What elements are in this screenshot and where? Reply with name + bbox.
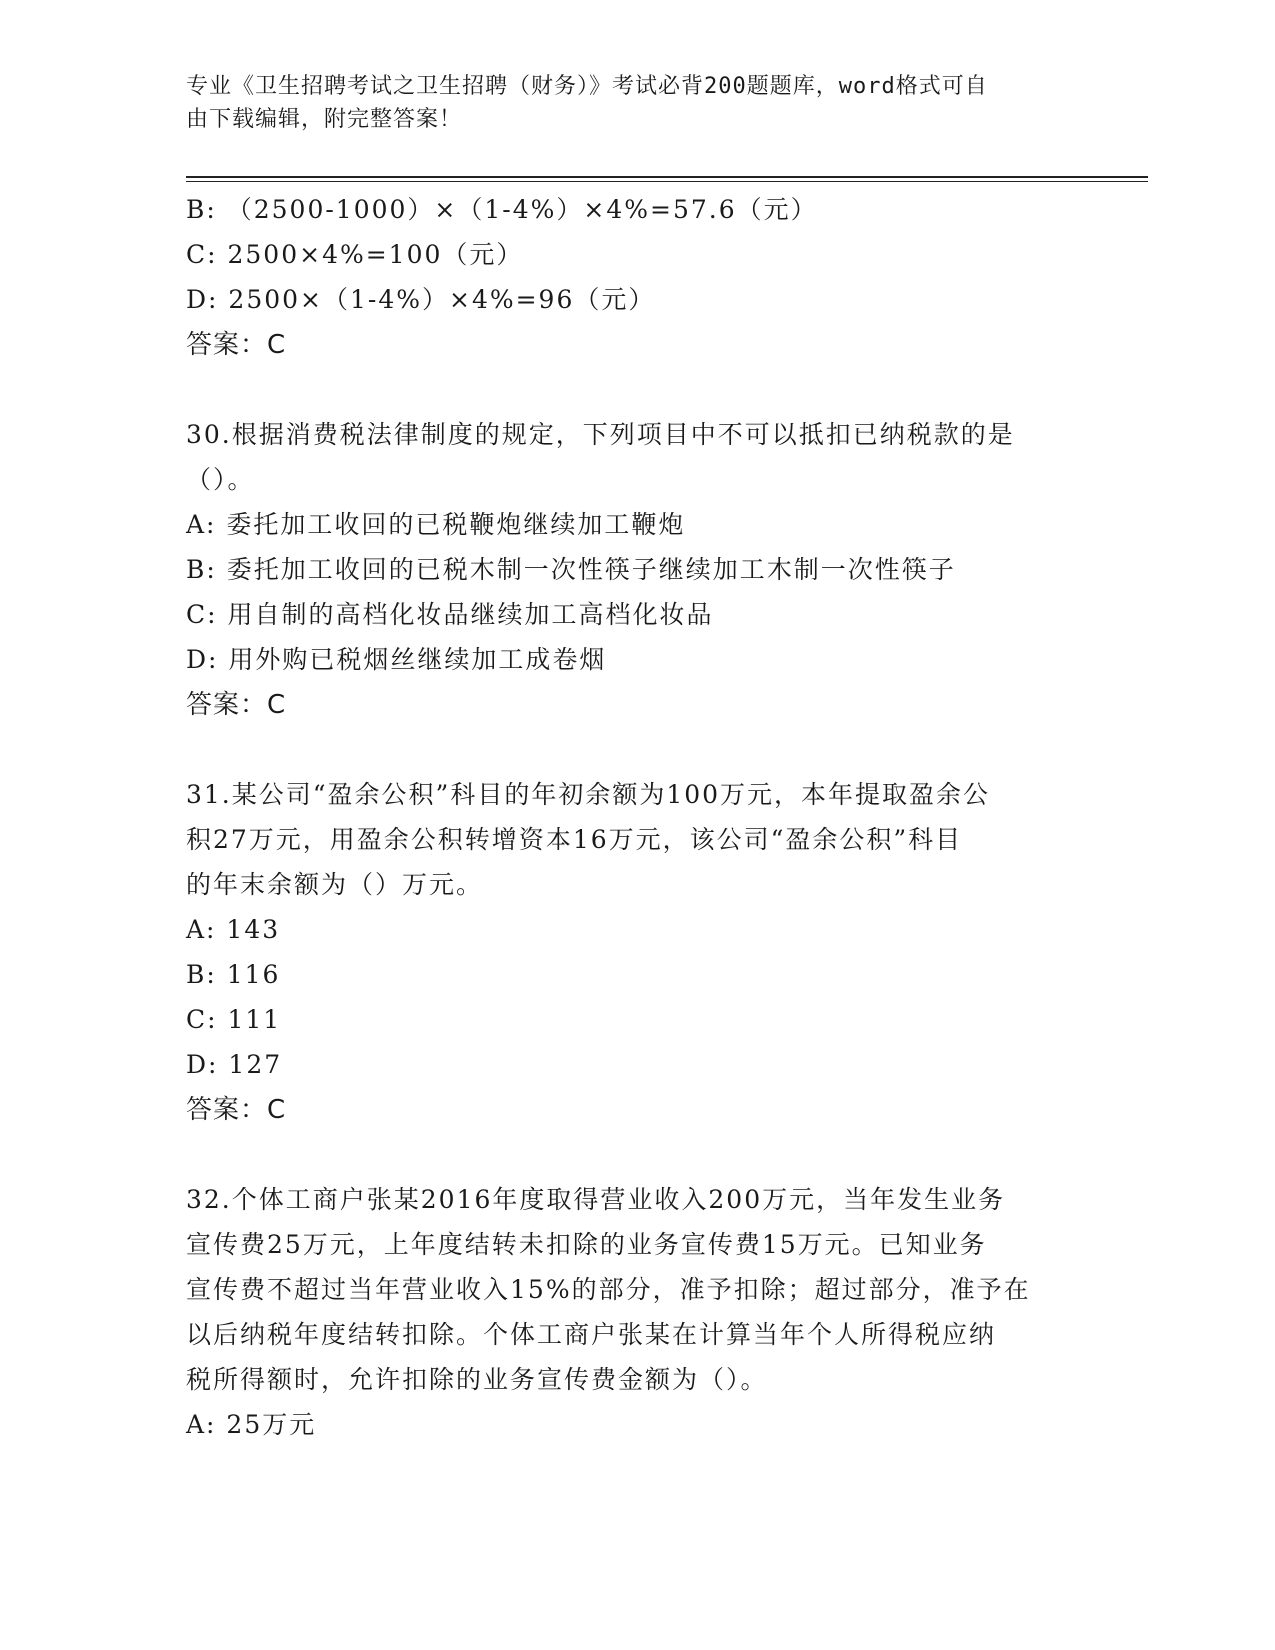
header-line-2: 由下载编辑，附完整答案！ [186,107,463,132]
q29-answer: 答案：C [186,330,287,360]
q31-stem-line-1: 31.某公司“盈余公积”科目的年初余额为100万元，本年提取盈余公 [186,780,991,809]
q29-option-d: D: 2500×（1-4%）×4%=96（元） [186,285,656,314]
q30-option-b: B: 委托加工收回的已税木制一次性筷子继续加工木制一次性筷子 [186,555,956,584]
q32-stem-line-1: 32.个体工商户张某2016年度取得营业收入200万元，当年发生业务 [186,1185,1006,1214]
q31-option-b: B: 116 [186,960,281,989]
header-divider-thin [186,181,1148,182]
q31-answer: 答案：C [186,1095,287,1125]
header-divider-thick [186,176,1148,178]
q31-stem-line-2: 积27万元，用盈余公积转增资本16万元，该公司“盈余公积”科目 [186,825,963,854]
q32-option-a: A: 25万元 [186,1410,317,1439]
header-line-1: 专业《卫生招聘考试之卫生招聘（财务）》考试必背200题题库，word格式可自 [186,74,988,99]
q32-stem-line-3: 宣传费不超过当年营业收入15%的部分，准予扣除；超过部分，准予在 [186,1275,1031,1304]
document-header [186,70,1066,136]
q31-option-d: D: 127 [186,1050,283,1079]
q30-option-a: A: 委托加工收回的已税鞭炮继续加工鞭炮 [186,510,686,539]
q31-option-c: C: 111 [186,1005,282,1034]
q30-stem-line-2: （）。 [186,465,255,494]
q29-option-b: B: （2500-1000）×（1-4%）×4%=57.6（元） [186,195,818,224]
q32-stem-line-4: 以后纳税年度结转扣除。个体工商户张某在计算当年个人所得税应纳 [186,1320,997,1349]
q31-stem-line-3: 的年末余额为（）万元。 [186,870,484,899]
q30-answer: 答案：C [186,690,287,720]
q31-option-a: A: 143 [186,915,281,944]
q32-stem-line-5: 税所得额时，允许扣除的业务宣传费金额为（）。 [186,1365,768,1394]
q29-option-c: C: 2500×4%=100（元） [186,240,524,269]
q30-option-d: D: 用外购已税烟丝继续加工成卷烟 [186,645,607,674]
q30-stem-line-1: 30.根据消费税法律制度的规定，下列项目中不可以抵扣已纳税款的是 [186,420,1015,449]
q30-option-c: C: 用自制的高档化妆品继续加工高档化妆品 [186,600,714,629]
q32-stem-line-2: 宣传费25万元，上年度结转未扣除的业务宣传费15万元。已知业务 [186,1230,987,1259]
